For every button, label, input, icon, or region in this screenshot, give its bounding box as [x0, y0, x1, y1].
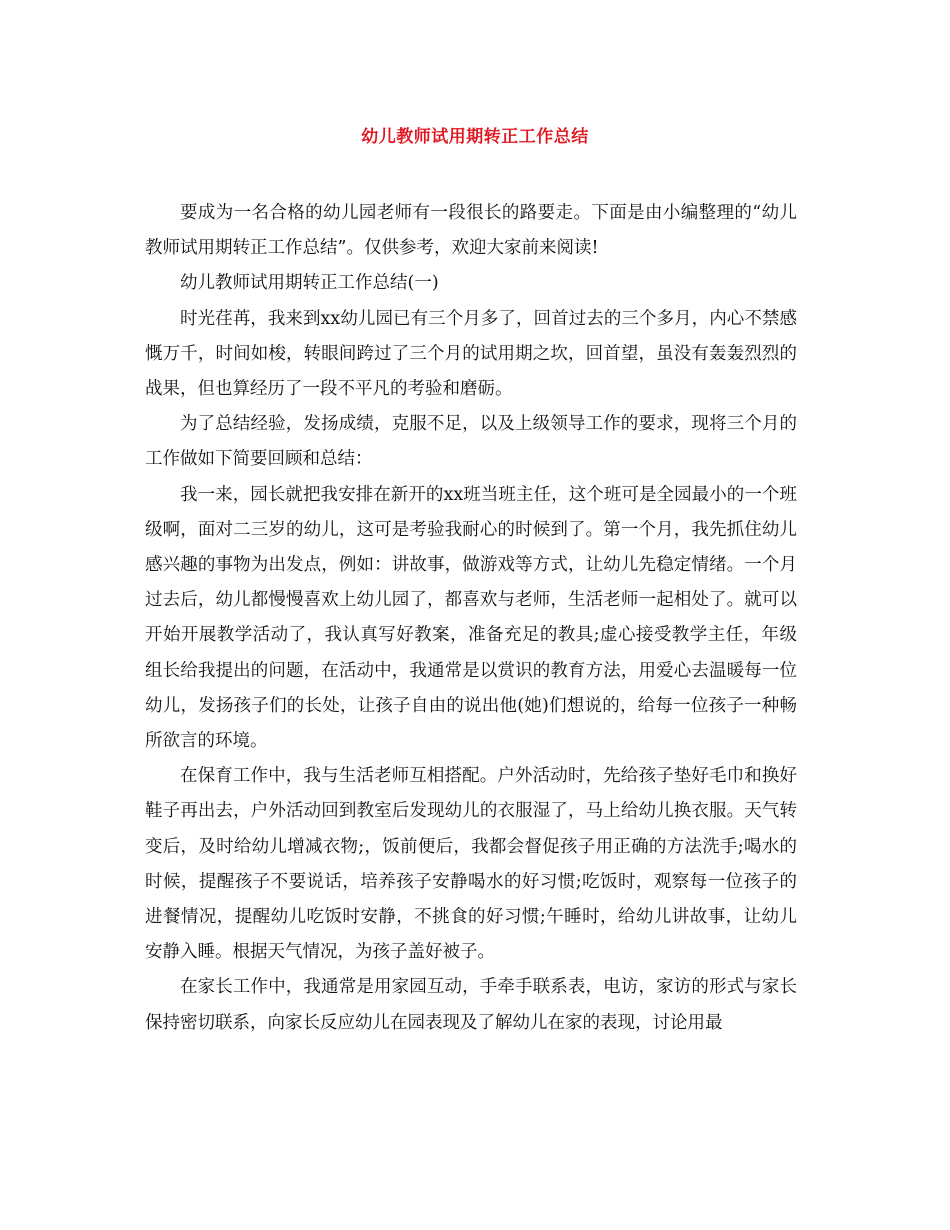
paragraph-intro: 要成为一名合格的幼儿园老师有一段很长的路要走。下面是由小编整理的“幼儿教师试用期转正工作总结”。仅供参考，欢迎大家前来阅读! [145, 203, 797, 259]
paragraph: 在家长工作中，我通常是用家园互动，手牵手联系表，电访，家访的形式与家长保持密切联系，向家长反应幼儿在园表现及了解幼儿在家的表现，讨论用最 [145, 977, 797, 1033]
paragraph: 在保育工作中，我与生活老师互相搭配。户外活动时，先给孩子垫好毛巾和换好鞋子再出去，户外活动回到教室后发现幼儿的衣服湿了，马上给幼儿换衣服。天气转变后，及时给幼儿增减衣物;，饭前便后，我都会督促孩子用正确的方法洗手;喝水的时候，提醒孩子不要说话，培养孩子安静喝水的好习惯;吃饭时，观察每一位孩子的进餐情况，提醒幼儿吃饭时安静，不挑食的好习惯;午睡时，给幼儿讲故事，让幼儿安静入睡。根据天气情况，为孩子盖好被子。 [145, 766, 797, 963]
document-body [145, 196, 797, 1041]
paragraph: 为了总结经验，发扬成绩，克服不足，以及上级领导工作的要求，现将三个月的工作做如下简要回顾和总结： [145, 414, 797, 470]
paragraph: 时光荏苒，我来到xx幼儿园已有三个月多了，回首过去的三个多月，内心不禁感慨万千，时间如梭，转眼间跨过了三个月的试用期之坎，回首望，虽没有轰轰烈烈的战果，但也算经历了一段不平凡的考验和磨砺。 [145, 308, 797, 400]
paragraph: 我一来，园长就把我安排在新开的xx班当班主任，这个班可是全园最小的一个班级啊，面对二三岁的幼儿，这可是考验我耐心的时候到了。第一个月，我先抓住幼儿感兴趣的事物为出发点，例如：讲故事，做游戏等方式，让幼儿先稳定情绪。一个月过去后，幼儿都慢慢喜欢上幼儿园了，都喜欢与老师，生活老师一起相处了。就可以开始开展教学活动了，我认真写好教案，准备充足的教具;虚心接受教学主任，年级组长给我提出的问题，在活动中，我通常是以赏识的教育方法，用爱心去温暖每一位幼儿，发扬孩子们的长处，让孩子自由的说出他(她)们想说的，给每一位孩子一种畅所欲言的环境。 [145, 484, 797, 752]
document-title: 幼儿教师试用期转正工作总结 [361, 127, 589, 147]
section-heading: 幼儿教师试用期转正工作总结(一) [180, 273, 439, 294]
